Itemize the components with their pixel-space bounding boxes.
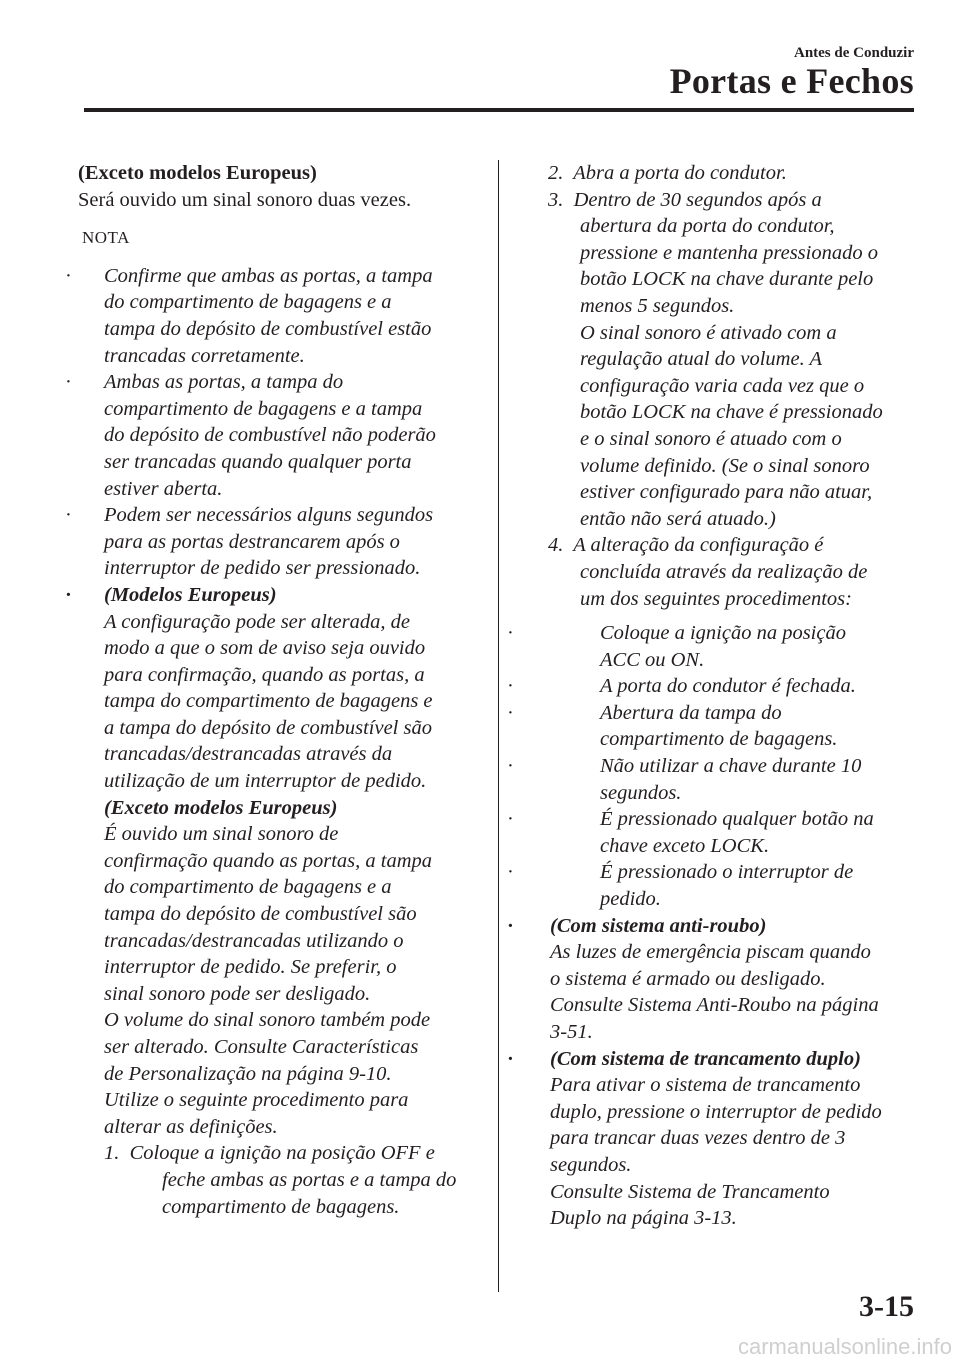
text-line: trancadas/destrancadas utilizando o (104, 929, 404, 952)
page-title: Portas e Fechos (669, 61, 914, 101)
text-line: para trancar duas vezes dentro de 3 (550, 1127, 846, 1150)
text-line: 3-51. (550, 1021, 593, 1043)
subheading: (Exceto modelos Europeus) (78, 162, 317, 184)
procedure-bullet (520, 753, 920, 780)
text-line: (Com sistema de trancamento duplo) (550, 1047, 861, 1070)
text-line: confirmação quando as portas, a tampa (104, 849, 432, 872)
text-line: regulação atual do volume. A (580, 348, 822, 371)
text-line: e o sinal sonoro é atuado com o (580, 427, 842, 450)
text-line: O volume do sinal sonoro também pode (104, 1009, 431, 1032)
text-line: a tampa do depósito de combustível são (104, 716, 432, 739)
text-line: Para ativar o sistema de trancamento (550, 1074, 861, 1097)
text-line: É pressionado qualquer botão na (600, 808, 874, 831)
text-line: de Personalização na página 9-10. (104, 1062, 392, 1085)
text-line: Coloque a ignição na posição OFF e (129, 1142, 435, 1165)
text-line: A configuração pode ser alterada, de (104, 610, 410, 633)
left-column (78, 160, 478, 1220)
text-line: compartimento de bagagens. (162, 1195, 400, 1218)
procedure-bullet (520, 859, 920, 886)
text-line: botão LOCK na chave é pressionado (580, 401, 883, 424)
section-label: Antes de Conduzir (793, 45, 914, 61)
text-line: Confirme que ambas as portas, a tampa (104, 264, 433, 287)
text-line: (Exceto modelos Europeus) (104, 796, 338, 819)
text-line: Abertura da tampa do (600, 701, 782, 724)
text-line: do depósito de combustível não poderão (104, 424, 436, 447)
text-line: A porta do condutor é fechada. (600, 675, 856, 698)
text-line: trancadas/destrancadas através da (104, 743, 393, 766)
text-line: estiver configurado para não atuar, (580, 481, 873, 504)
text-line: trancadas corretamente. (104, 344, 305, 367)
text-line: segundos. (550, 1153, 632, 1176)
text-line: Não utilizar a chave durante 10 (600, 755, 862, 778)
procedure-bullet (520, 620, 920, 647)
text-line: sinal sonoro pode ser desligado. (104, 982, 371, 1005)
text-line: do compartimento de bagagens e a (104, 876, 392, 899)
text-line: feche ambas as portas e a tampa do (162, 1168, 457, 1191)
text-line: O sinal sonoro é ativado com a (580, 321, 837, 344)
text-line: configuração varia cada vez que o (580, 374, 865, 397)
text-line: compartimento de bagagens. (600, 728, 838, 751)
text-line: menos 5 segundos. (580, 294, 735, 317)
text-line: É pressionado o interruptor de (600, 861, 854, 884)
text-line: abertura da porta do condutor, (580, 215, 835, 238)
text-line: alterar as definições. (104, 1115, 278, 1138)
column-divider (498, 160, 499, 1292)
text-line: ACC ou ON. (600, 648, 705, 671)
text-line: Duplo na página 3-13. (550, 1207, 737, 1230)
text-line: Utilize o seguinte procedimento para (104, 1089, 409, 1112)
procedure-bullet (520, 806, 920, 833)
note-bullet-5 (520, 913, 920, 940)
text-line: para as portas destrancarem após o (104, 530, 400, 553)
text-line: Abra a porta do condutor. (573, 162, 787, 184)
text-line: Podem ser necessários alguns segundos (104, 504, 434, 527)
text-line: do compartimento de bagagens e a (104, 291, 392, 314)
text-line: tampa do compartimento de bagagens e (104, 690, 433, 713)
text-line: Consulte Sistema Anti-Roubo na página (550, 994, 879, 1017)
text-line: (Modelos Europeus) (104, 583, 277, 606)
text-line: ser trancadas quando qualquer porta (104, 450, 412, 473)
step-1 (78, 1140, 478, 1167)
nota-label: NOTA (82, 228, 130, 248)
step-3 (520, 187, 920, 214)
step-2 (520, 160, 920, 187)
text-line: Dentro de 30 segundos após a (573, 188, 822, 211)
step-4 (520, 532, 920, 559)
text-line: A alteração da configuração é (573, 534, 824, 557)
text-line: interruptor de pedido. Se preferir, o (104, 956, 397, 979)
text-line: Ambas as portas, a tampa do (104, 371, 344, 394)
right-column (520, 160, 920, 1232)
procedure-bullet (520, 700, 920, 727)
procedure-bullet (520, 673, 920, 700)
text-line: o sistema é armado ou desligado. (550, 967, 826, 990)
text-line: tampa do depósito de combustível estão (104, 317, 432, 340)
text-line: ser alterado. Consulte Características (104, 1036, 419, 1058)
text-line: tampa do depósito de combustível são (104, 903, 417, 926)
text-line: volume definido. (Se o sinal sonoro (580, 454, 870, 477)
text-line: As luzes de emergência piscam quando (550, 941, 871, 964)
text-line: compartimento de bagagens e a tampa (104, 397, 423, 420)
text-line: botão LOCK na chave durante pelo (580, 268, 874, 291)
text-line: então não será atuado.) (580, 507, 776, 530)
text-line: É ouvido um sinal sonoro de (104, 823, 339, 846)
text-line: pressione e mantenha pressionado o (580, 241, 878, 264)
text-line: um dos seguintes procedimentos: (580, 587, 852, 610)
text-line: utilização de um interruptor de pedido. (104, 770, 427, 793)
intro-text: Será ouvido um sinal sonoro duas vezes. (78, 188, 412, 211)
step-number: 4. (548, 534, 564, 557)
text-line: chave exceto LOCK. (600, 834, 770, 857)
note-bullet-2 (78, 369, 478, 502)
note-bullet-1 (78, 263, 478, 369)
text-line: estiver aberta. (104, 477, 223, 500)
text-line: segundos. (600, 781, 682, 804)
step-number: 3. (548, 188, 564, 211)
watermark: carmanualsonline.info (737, 1334, 952, 1359)
text-line: (Com sistema anti-roubo) (550, 914, 767, 937)
step-number: 2. (548, 162, 564, 184)
text-line: modo a que o som de aviso seja ouvido (104, 637, 426, 660)
page-number: 3-15 (859, 1290, 914, 1323)
text-line: para confirmação, quando as portas, a (104, 663, 425, 686)
header-rule (84, 108, 914, 112)
text-line: duplo, pressione o interruptor de pedido (550, 1100, 882, 1123)
text-line: Consulte Sistema de Trancamento (550, 1180, 830, 1203)
text-line: interruptor de pedido ser pressionado. (104, 557, 421, 580)
text-line: Coloque a ignição na posição (600, 622, 846, 645)
note-bullet-6 (520, 1046, 920, 1073)
note-bullet-3 (78, 502, 478, 582)
step-number: 1. (104, 1142, 120, 1165)
text-line: pedido. (600, 888, 661, 911)
text-line: concluída através da realização de (580, 560, 868, 583)
note-bullet-4 (78, 582, 478, 1220)
